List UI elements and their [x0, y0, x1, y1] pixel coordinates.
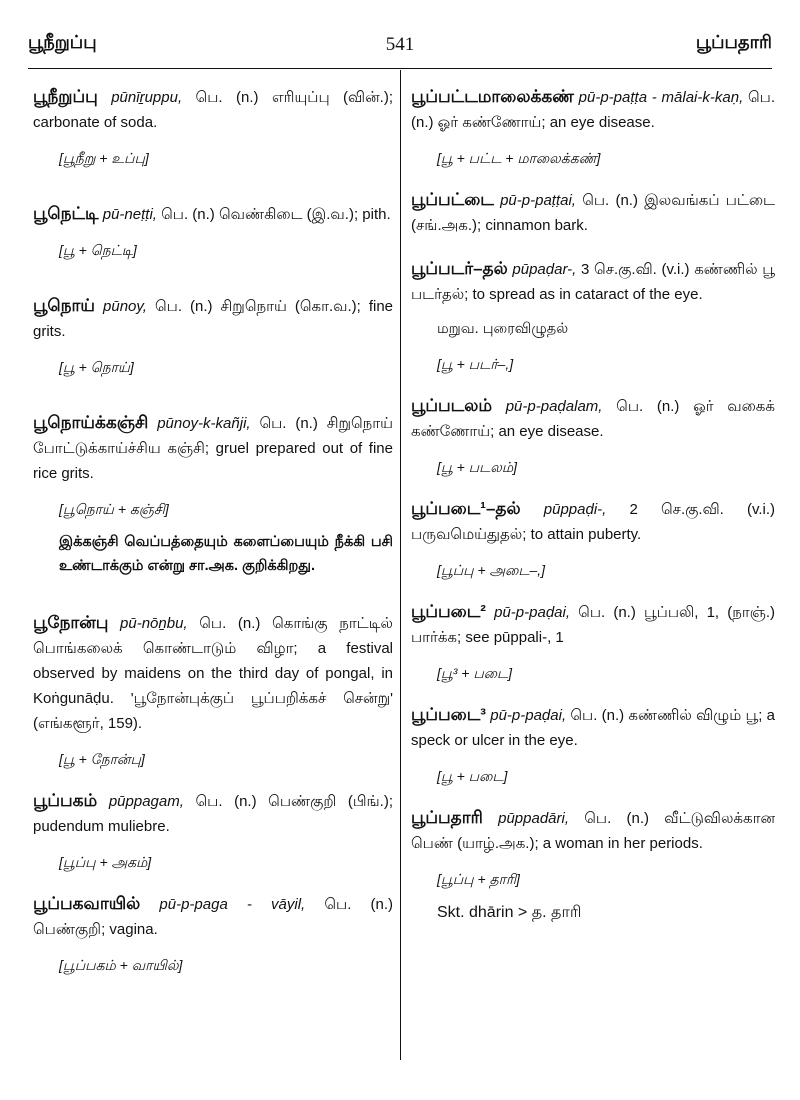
transliteration: pū-neṭṭi,: [102, 206, 157, 223]
transliteration: pū-p-paḍai,: [494, 604, 571, 621]
dictionary-entry: [33, 293, 393, 378]
column-divider: [400, 70, 401, 1060]
dictionary-entry: [411, 187, 775, 238]
transliteration: pūpaḍar-,: [512, 261, 577, 278]
headword: பூப்படர்–தல்: [411, 259, 508, 278]
dictionary-entry: [33, 610, 393, 770]
etymology: [பூப்பு + அடை–,]: [437, 562, 546, 578]
dictionary-entry: [411, 256, 775, 375]
dictionary-entry: [411, 496, 775, 581]
dictionary-entry: [411, 393, 775, 478]
page-header: [28, 32, 772, 62]
definition: பெ. (n.) கண்ணில் விழும் பூ; a speck or ulcer in the eye.: [411, 707, 775, 749]
dictionary-entry: [411, 84, 775, 169]
headword: பூநெட்டி: [33, 204, 99, 223]
header-guide-word-right: பூப்பதாரி: [695, 32, 772, 52]
dictionary-entry: [33, 788, 393, 873]
transliteration: pūnoy-k-kañji,: [157, 415, 251, 432]
transliteration: pū-p-paṭṭai,: [500, 192, 576, 209]
dictionary-entry: [33, 84, 393, 169]
etymology: [பூ + பட்ட + மாலைக்கண்]: [437, 150, 601, 166]
definition: பெ. (n.) பெண்குறி (பிங்.); pudendum muliebre.: [33, 793, 393, 835]
transliteration: pūppagam,: [108, 793, 184, 810]
header-guide-word-left: பூநீறுப்பு: [28, 32, 97, 52]
definition: பெ. (n.) இலவங்கப் பட்டை (சங்.அக.); cinnamon bark.: [411, 192, 775, 234]
transliteration: pūnīṟuppu,: [111, 89, 183, 106]
headword: பூநீறுப்பு: [33, 87, 98, 106]
transliteration: pūppaḍi-,: [543, 501, 607, 518]
headword: பூப்பட்டமாலைக்கண்: [411, 87, 574, 106]
definition: பெ. (n.) வீட்டுவிலக்கான பெண் (யாழ்.அக.); a woman in her periods.: [411, 810, 775, 852]
transliteration: pūppadāri,: [498, 810, 570, 827]
definition: பெ. (n.) சிறுநொய் போட்டுக்காய்ச்சிய கஞ்சி; gruel prepared out of fine rice grits.: [33, 415, 393, 482]
etymology: [பூப்பு + அகம்]: [59, 854, 152, 870]
definition: பெ. (n.) வெண்கிடை (இ.வ.); pith.: [156, 206, 391, 223]
etymology: [பூப்பகம் + வாயில்]: [59, 957, 183, 973]
etymology: [பூ + படலம்]: [437, 459, 518, 475]
headword: பூநோன்பு: [33, 613, 109, 632]
transliteration: pū-p-paṭṭa - mālai-k-kaṇ,: [578, 89, 744, 106]
etymology: [பூநீறு + உப்பு]: [59, 150, 149, 166]
headword: பூநொய்க்கஞ்சி: [33, 413, 149, 432]
headword: பூப்பதாரி: [411, 808, 483, 827]
transliteration: pū-p-paga - vāyil,: [159, 896, 306, 913]
etymology: [பூ + படை]: [437, 768, 508, 784]
etymology: [பூ + நொய்]: [59, 359, 134, 375]
right-column: [411, 84, 775, 943]
synonym-note: மறுவ. புரைவிழுதல்: [437, 321, 569, 337]
definition: பெ. (n.) பெண்குறி; vagina.: [33, 896, 393, 938]
etymology: [பூ + நோன்பு]: [59, 751, 145, 767]
definition: பெ. (n.) சிறுநொய் (கொ.வ.); fine grits.: [33, 298, 394, 340]
etymology: [பூ + நெட்டி]: [59, 242, 137, 258]
dictionary-entry: [411, 702, 775, 787]
etymology: [பூ³ + படை]: [437, 665, 513, 681]
definition: பெ. (n.) ஓர் கண்ணோய்; an eye disease.: [411, 89, 775, 131]
headword: பூப்பகவாயில்: [33, 894, 141, 913]
dictionary-entry: [411, 599, 775, 684]
headword: பூப்படை³: [411, 705, 486, 724]
definition: 3 செ.கு.வி. (v.i.) கண்ணில் பூ படர்தல்; to spread as in cataract of the eye.: [411, 261, 775, 303]
dictionary-entry: [411, 805, 775, 925]
transliteration: pū-nōṉbu,: [120, 615, 188, 632]
definition: பெ. (n.) பூப்பலி, 1, (நாஞ்.) பார்க்க; see pūppali-, 1: [411, 604, 775, 646]
transliteration: pūnoy,: [103, 298, 147, 315]
etymology: [பூ + படர்–,]: [437, 356, 514, 372]
transliteration: pū-p-paḍalam,: [505, 398, 603, 415]
page-number: 541: [385, 34, 415, 55]
headword: பூப்படலம்: [411, 396, 492, 415]
etymology: [பூப்பு + தாரி]: [437, 871, 520, 887]
dictionary-entry: [33, 201, 393, 261]
definition: பெ. (n.) ஓர் வகைக் கண்ணோய்; an eye disease.: [411, 398, 775, 440]
definition: பெ. (n.) எரியுப்பு (வின்.); carbonate of soda.: [33, 89, 393, 131]
definition: பெ. (n.) கொங்கு நாட்டில் பொங்கலைக் கொண்டாடும் விழா; a festival observed by maidens on the third day of pongal, in Koṅgunāḍu. 'பூநோன்புக்குப் பூப்பறிக்கச் சென்று' (எங்களூர், 159).: [33, 615, 393, 732]
etymology: [பூநொய் + கஞ்சி]: [59, 501, 169, 517]
dictionary-entry: [33, 410, 393, 578]
transliteration: pū-p-paḍai,: [490, 707, 567, 724]
headword: பூப்படை¹–தல்: [411, 499, 521, 518]
left-column: [33, 84, 393, 994]
headword: பூப்பகம்: [33, 791, 98, 810]
dictionary-entry: [33, 891, 393, 976]
headword: பூப்படை²: [411, 602, 486, 621]
headword: பூநொய்: [33, 296, 95, 315]
header-rule: [28, 68, 772, 69]
headword: பூப்பட்டை: [411, 190, 494, 209]
definition: 2 செ.கு.வி. (v.i.) பருவமெய்துதல்; to attain puberty.: [411, 501, 775, 543]
usage-note: இக்கஞ்சி வெப்பத்தையும் களைப்பையும் நீக்கி பசி உண்டாக்கும் என்று சா.அக. குறிக்கிறது.: [59, 534, 393, 574]
sanskrit-origin: Skt. dhārin > த. தாரி: [437, 904, 582, 921]
